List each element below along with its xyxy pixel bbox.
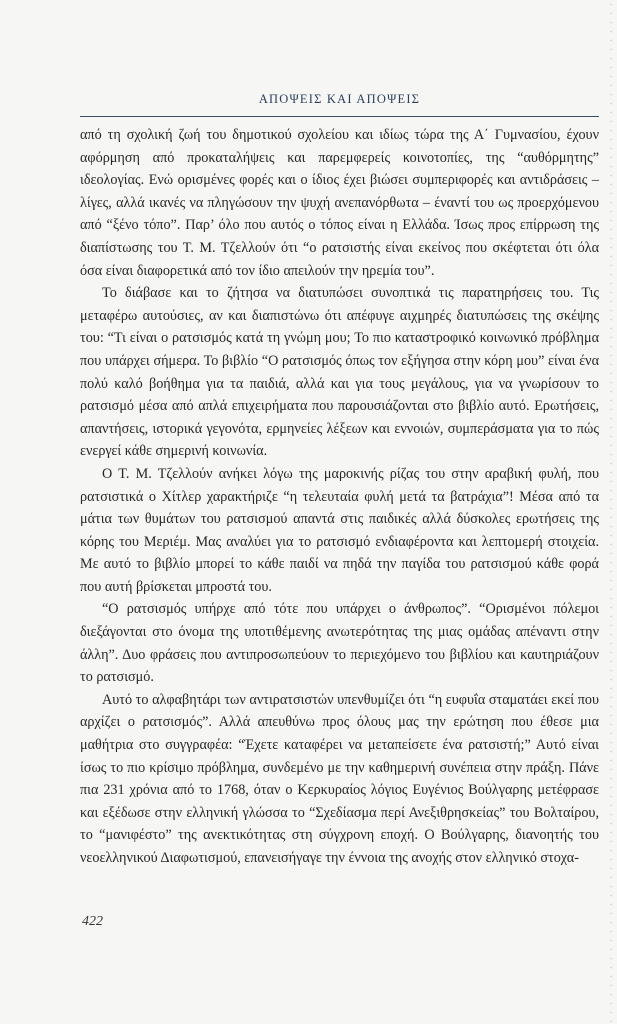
running-header-title: ΑΠΟΨΕΙΣ ΚΑΙ ΑΠΟΨΕΙΣ — [258, 92, 421, 106]
header-rule — [80, 116, 599, 117]
paragraph-5: Αυτό το αλφαβητάρι των αντιρατσιστών υπενθυμίζει ότι “η ευφυΐα σταματάει εκεί που αρχίζει ο ρατσισμός”. Αλλά απευθύνω προς όλους μας την ερώτηση που έθεσε μια μαθήτρια στο συγγραφέα: “Έχετε καταφέρει να μεταπείσετε ένα ρατσιστή;” Αυτό είναι ίσως το πιο κρίσιμο πρόβλημα, συνδεμένο με την καθημερινή συνέπεια στην πράξη. Πάνε πια 231 χρόνια από το 1768, όταν ο Κερκυραίος λόγιος Ευγένιος Βούλγαρης μετέφρασε και εξέδωσε στην ελληνική γλώσσα το “Σχεδίασμα περί Ανεξιθρησκείας” του Βολταίρου, το “μανιφέστο” της ανεκτικότητας στη σύγχρονη εποχή. Ο Βούλγαρης, διανοητής του νεοελληνικού Διαφωτισμού, επανεισήγαγε την έννοια της ανοχής στον ελληνικό στοχα- — [80, 691, 599, 866]
paragraph-1: από τη σχολική ζωή του δημοτικού σχολείου και ιδίως τώρα της Α΄ Γυμνασίου, έχουν αφόρμηση από προκαταλήψεις και παρεμφερείς κοινοτοπίες, της “αυθόρμητης” ιδεολογίας. Ενώ ορισμένες φορές και ο ίδιος έχει βιώσει συμπεριφορές και αντιδράσεις – λίγες, αλλά ικανές να πληγώσουν την ψυχή ανεπανόρθωτα – έναντί του ως προερχόμενου από “ξένο τόπο”. Παρ’ όλο που αυτός ο τόπος είναι η Ελλάδα. Ίσως προς επίρρωση της διαπίστωσης του Τ. Μ. Τζελλούν ότι “ο ρατσιστής είναι εκείνος που σκέφτεται ότι όλα όσα είναι διαφορετικά από τον ίδιο απειλούν την ηρεμία του”. — [80, 127, 599, 279]
page-number: 422 — [82, 914, 103, 929]
paragraph-3: Ο Τ. Μ. Τζελλούν ανήκει λόγω της μαροκινής ρίζας του στην αραβική φυλή, που ρατσιστικά ο Χίτλερ χαρακτήριζε “η τελευταία φυλή μετά τα βατράχια”! Μέσα από τα μάτια των θυμάτων του ρατσισμού απαντά στις παιδικές αλλά δύσκολες ερωτήσεις της κόρης του Μεριέμ. Μας αναλύει για το ρατσισμό ενδιαφέροντα και λεπτομερή στοιχεία. Με αυτό το βιβλίο μπορεί το κάθε παιδί να πηδά την παγίδα του ρατσισμού κάθε φορά που αυτή βρίσκεται μπροστά του. — [80, 465, 599, 595]
page-edge-texture — [609, 0, 613, 1024]
body-text — [80, 124, 599, 870]
paragraph-4: “Ο ρατσισμός υπήρχε από τότε που υπάρχει ο άνθρωπος”. “Ορισμένοι πόλεμοι διεξάγονται στο όνομα της υποτιθέμενης ανωτερότητας της μιας ομάδας απέναντι στην άλλη”. Δυο φράσεις που αντιπροσωπεύουν το περιεχόμενο του βιβλίου και καυτηριάζουν το ρατσισμό. — [80, 601, 599, 686]
paragraph-2: Το διάβασε και το ζήτησα να διατυπώσει συνοπτικά τις παρατηρήσεις του. Τις μεταφέρω αυτούσιες, αν και διαπιστώνω ότι απέφυγε αιχμηρές διατυπώσεις της σκέψης του: “Τι είναι ο ρατσισμός κατά τη γνώμη μου; Το πιο καταστροφικό κοινωνικό πρόβλημα που υπάρχει σήμερα. Το βιβλίο “Ο ρατσισμός όπως τον εξήγησα στην κόρη μου” είναι ένα πολύ καλό βοήθημα για τα παιδιά, αλλά και για τους μεγάλους, για να γνωρίσουν το ρατσισμό μέσα από απλά επιχειρήματα που παρουσιάζονται στο βιβλίο αυτό. Ερωτήσεις, απαντήσεις, ιστορικά γεγονότα, ερμηνείες λέξεων και εννοιών, συμπεράσματα για το πώς ενεργεί κάθε σημερινή κοινωνία. — [80, 285, 599, 460]
